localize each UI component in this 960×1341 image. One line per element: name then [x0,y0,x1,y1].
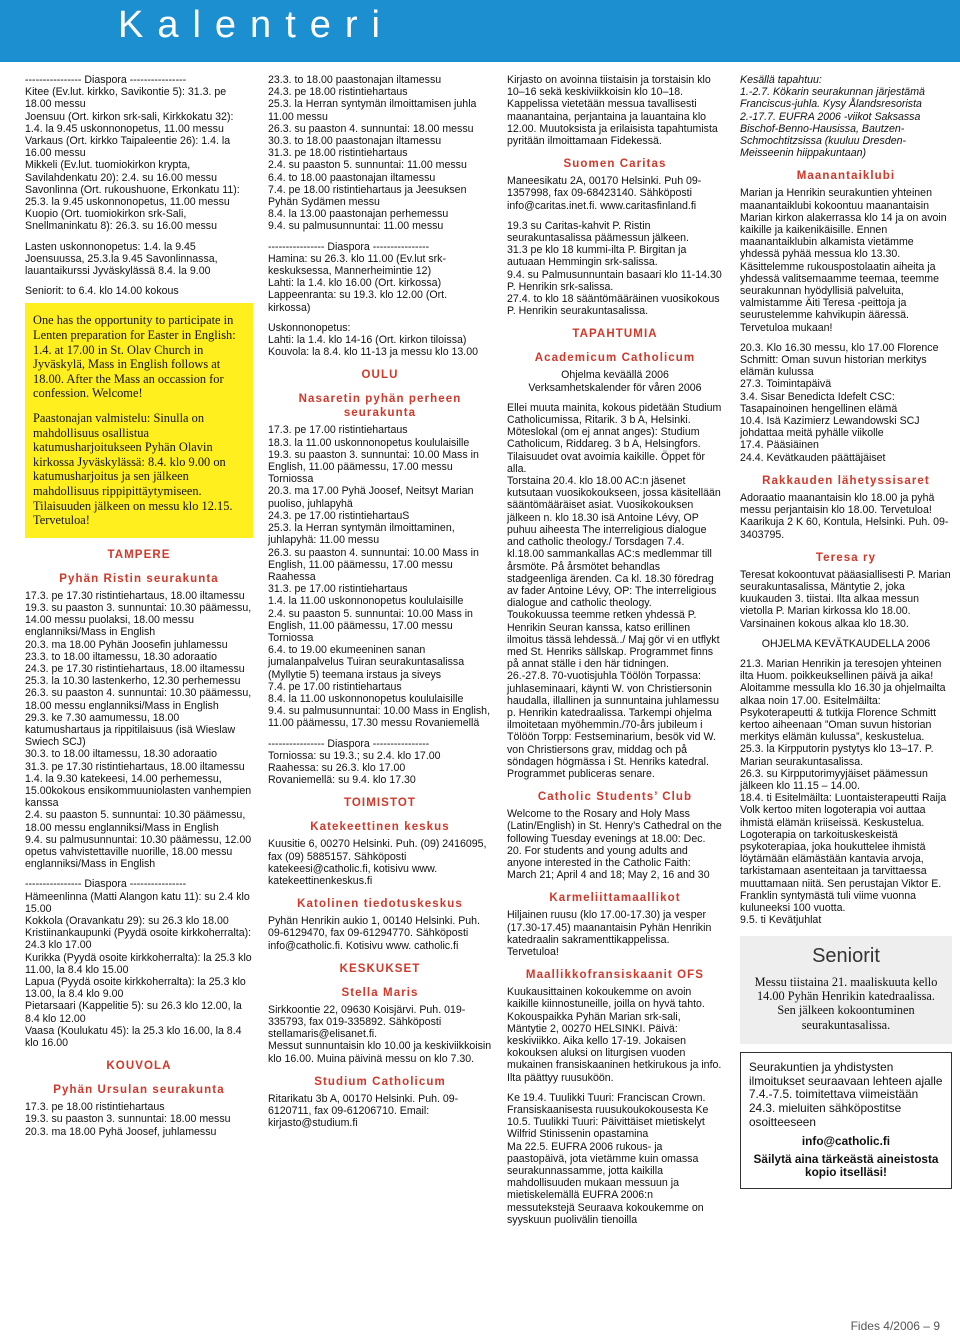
heading-toimistot: TOIMISTOT [343,797,417,810]
karmeliitta-info: Hiljainen ruusu (klo 17.00-17.30) ja vesper (17.30-17.45) maanantaisin Pyhän Henrikin katedraalin sakramenttikappelissa. Tervetuloa! [507,909,712,958]
heading-kouvola: KOUVOLA [106,1060,172,1073]
katekeettinen-info: Kuusitie 6, 00270 Helsinki. Puh. (09) 2416095, fax (09) 5885157. Sähköposti katekeesi@catholic.fi, kotisivu www. katekeettinenkeskus.fi [268,838,487,887]
heading-stella-maris: Stella Maris [341,986,419,999]
seniorit-box [740,936,952,1044]
lenten-notice-english: One has the opportunity to participate in Lenten preparation for Easter in English: 1.4. at 17.00 in St. Olav Church in Jyväskylä, Mass in English follows at 18.00. After the Mass an occassion for confession. Welcome! [33,313,236,401]
heading-students-club: Catholic Students’ Club [537,791,693,804]
teresa-program: 21.3. Marian Henrikin ja teresojen yhteinen ilta Huom. poikkeuksellinen päivä ja aika! Aloitamme messulla klo 16.30 ja ohjelmailta alkaa noin 17.00. Esitelmäilta: Psykoterapeutti & tutkija Florence Schmitt kertoo aiheenaan ”Oman suvun historian merkitys elämän kulussa”, keskustelua. 25.3. la Kirpputorin pystytys klo 13–17. P. Marian seurakuntasalissa. 26.3. su Kirpputorimyyjäiset päämessun jälkeen klo 11.15 – 14.00. 18.4. ti Esitelmäilta: Luontaisterapeutti Raija Volk kertoo miten logoterapia voi auttaa ihmistä elämän kriiseissä. Keskustelua. Logoterapia on tarkoituskeskeistä psykoterapiaa, joka houkuttelee ihmistä löytämään elämästään kantavia arvoja, tarkistamaan asenteitaan ja tarvittaessa muuttamaan niitä. Sen perustajan Viktor E. Franklin syntymästä tuli viime vuonna kuluneeksi 100 vuotta. 9.5. ti Kevätjuhlat [740,657,947,927]
lenten-notice-finnish: Paastonajan valmistelu: Sinulla on mahdollisuus osallistua katumusharjoitukseen Pyhän Olavin kirkossa Jyväskylässä: 8.4. klo 9.00 on katumusharjoitus ja sen jälkeen mahdollisuus rippipittäytymiseen. Tilaisuuden jälkeen on messu klo 12.15. Tervetuloa! [33,411,233,528]
studium-info: Ritarikatu 3b A, 00170 Helsinki. Puh. 09-6120711, fax 09-61206710. Email: kirjasto@studium.fi [268,1092,459,1130]
submission-email[interactable]: info@catholic.fi [801,1134,891,1149]
submission-notice: Seurakuntien ja yhdistysten ilmoitukset seuraavaan lehteen ajalle 7.4.-7.5. toimitettava viimeistään 24.3. mieluiten sähköpostitse osoitteeseen [749,1060,943,1129]
heading-tampere: TAMPERE [107,548,171,561]
heading-caritas: Suomen Caritas [563,158,667,171]
academicum-venue: Ellei muuta mainita, kokous pidetään Studium Catholicumissa, Ritarik. 3 b A, Helsinki. Möteslokal (om ej annat anges): Studium Catholicum, Riddareg. 3 b A, Helsingfors. Tilaisuudet ovat avoimia kaikille. Öppet för alla. [507,401,722,475]
heading-tapahtumia: TAPAHTUMIA [572,328,658,341]
diaspora-east: ---------------- Diaspora ---------------- Kitee (Ev.lut. kirkko, Savikontie 5): 31.3. pe 18.00 messu Joensuu (Ort. kirkon srk-sali, Kirkkokatu 32): 1.4. la 9.45 uskonnonopetus, 11.00 messu Varkaus (Ort. kirkko Taipaleentie 26): 1.4. la 16.00 messu Mikkeli (Ev.lut. tuomiokirkon krypta, Savilahdenkatu 20): 2.4. su 16.00 messu Savonlinna (Ort. rukoushuone, Erkonkatu 11): 25.3. la 9.45 uskonnonopetus, 11.00 messu Kuopio (Ort. tuomiokirkon srk-Sali, Snellmaninkatu 8): 26.3. su 16.00 messu [25,74,240,233]
heading-academicum: Academicum Catholicum [534,352,696,365]
caritas-info: Maneesikatu 2A, 00170 Helsinki. Puh 09-1357998, fax 09-68423140. Sähköposti info@caritas.inet.fi. www.caritasfinland.fi [507,175,702,212]
heading-katekeettinen: Katekeettinen keskus [310,821,450,834]
diaspora-kouvola: ---------------- Diaspora ---------------- Hamina: su 26.3. klo 11.00 (Ev.lut srk-keskuksessa, Mannerheimintie 12) Lahti: la 1.4. klo 16.00 (Ort. kirkossa) Lappeenranta: su 19.3. klo 12.00 (Ort. kirkossa) [268,240,448,314]
students-club-info: Welcome to the Rosary and Holy Mass (Latin/English) in St. Henry’s Cathedral on the following Tuesday evenings at 18.00: Dec. 20. For students and young adults and anyone interested in the Catholic Faith: March 21; April 4 and 18; May 2, 16 and 30 [507,808,722,882]
ofs-events: Ke 19.4. Tuulikki Tuuri: Franciscan Crown. Fransiskaanisesta ruusukoukokousesta Ke 10.5. Tuulikki Tuuri: Päivittäiset mietiskelyt Wilfrid Stinissenin opastamina Ma 22.5. EUFRA 2006 rukous- ja paastopäivä, jota vietämme kuin omassa seurakunnassamme, jotta kaikilla mahdollisuuden mukaan messuun ja mietiskelemällä EUFRA 2006:n messutekstejä Seuraava kokoukemme on syyskuun puolivälin tienoilla [507,1091,709,1226]
kouvola-schedule: 17.3. pe 18.00 ristintiehartaus 19.3. su paaston 3. sunnuntai: 18.00 messu 20.3. ma 18.00 Pyhä Joosef, juhlamessu [25,1101,231,1138]
diaspora-west: ---------------- Diaspora ---------------- Hämeenlinna (Matti Alangon katu 11): su 2.4 klo 15.00 Kokkola (Oravankatu 29): su 26.3 klo 18.00 Kristiinankaupunki (Pyydä osoite kirkkoherralta): 24.3 klo 17.00 Kurikka (Pyydä osoite kirkkoherralta): la 25.3 klo 11.00, la 8.4 klo 15.00 Lapua (Pyydä osoite kirkkoherralta): la 25.3 klo 13.00, la 8.4 klo 9.00 Pietarsaari (Kappelitie 5): su 26.3 klo 12.00, la 8.4 klo 12.00 Vaasa (Koulukatu 45): la 25.3 klo 16.00, la 8.4 klo 16.00 [25,878,252,1050]
tiedotuskeskus-info: Pyhän Henrikin aukio 1, 00140 Helsinki. Puh. 09-6129470, fax 09-61294770. Sähköposti info@catholic.fi. Kotisivu www. catholic.fi [268,915,480,952]
academicum-program-title: Ohjelma keväällä 2006 Verksamhetskalender för våren 2006 [528,369,702,394]
page-title: Kalenteri [118,4,394,46]
submission-reminder: Säilytä aina tärkeästä aineistosta kopio itselläsi! [753,1151,939,1180]
header-banner [0,0,960,62]
caritas-events: 19.3 su Caritas-kahvit P. Ristin seurakuntasalissa päämessun jälkeen. 31.3 pe klo 18 kummi-ilta P. Birgitan ja autuaan Hemmingin srk-salissa. 9.4. su Palmusunnuntain basaari klo 11-14.30 P. Henrikin srk-salissa. 27.4. to klo 18 sääntömääräinen vuosikokous P. Henrikin seurakuntasalissa. [507,219,722,318]
heading-studium: Studium Catholicum [314,1075,446,1088]
heading-rakkauden: Rakkauden lähetyssisaret [762,474,930,487]
heading-karmeliitta: Karmeliittamaallikot [549,892,681,905]
column-2 [268,74,492,1129]
heading-nasaretin: Nasaretin pyhän perheen seurakunta [298,393,462,420]
column-4 [740,74,952,1189]
stella-maris-info: Sirkkoontie 22, 09630 Koisjärvi. Puh. 019-335793, fax 019-335892. Sähköposti stellamaris@elisanet.fi. Messut sunnuntaisin klo 10.00 ja keskiviikkoisin klo 16.00. Muina päivinä messu on klo 7.30. [268,1003,492,1065]
lenten-notice-box [25,303,253,537]
heading-maanantaiklubi: Maanantaiklubi [796,170,896,183]
tampere-schedule: 17.3. pe 17.30 ristintiehartaus, 18.00 iltamessu 19.3. su paaston 3. sunnuntai: 10.30 päämessu, 14.00 messu puolaksi, 18.00 messu englanniksi/Mass in English 20.3. ma 18.00 Pyhän Joosefin juhlamessu 23.3. to 18.00 iltamessu, 18.30 adoraatio 24.3. pe 17.30 ristintiehartaus, 18.00 iltamessu 25.3. la 10.30 lastenkerho, 12.30 perhemessu 26.3. su paaston 4. sunnuntai: 10.30 päämessu, 18.00 messu englanniksi/Mass in English 29.3. ke 7.30 aamumessu, 18.00 katumushartaus ja rippitilaisuus (isä Wieslaw Swiech SCJ) 30.3. to 18.00 iltamessu, 18.30 adoraatio 31.3. pe 17.30 ristintiehartaus, 18.00 iltamessu 1.4. la 9.30 katekeesi, 14.00 perhemessu, 15.00kokous ensikommuuniolasten vanhempien kanssa 2.4. su paaston 5. sunnuntai: 10.30 päämessu, 18.00 messu englanniksi/Mass in English 9.4. su palmusunnuntai: 10.30 päämessu, 12.00 opetus vahvistettaville nuorille, 18.00 messu englanniksi/Mass in English [25,589,252,871]
heading-pyhan-ursulan: Pyhän Ursulan seurakunta [53,1084,225,1097]
diaspora-oulu: ---------------- Diaspora ---------------- Torniossa: su 19.3.; su 2.4. klo 17.00 Raahessa: su 26.3. klo 17.00 Rovaniemellä: su 9.4. klo 17.30 [268,737,441,787]
teresa-program-title: OHJELMA KEVÄTKAUDELLA 2006 [761,637,931,650]
children-religious-education: Lasten uskonnonopetus: 1.4. la 9.45 Joensuussa, 25.3.la 9.45 Savonlinnassa, lauantaikurssi Jyväskylässä 8.4. la 9.00 [25,240,218,278]
rakkauden-info: Adoraatio maanantaisin klo 18.00 ja pyhä messu perjantaisin klo 18.00. Tervetuloa! Kaarikuja 2 K 60, Kontula, Helsinki. Puh. 09-3403795. [740,491,949,541]
submission-notice-box [740,1052,952,1189]
heading-oulu: OULU [361,369,399,382]
ofs-info: Kuukausittainen kokoukemme on avoin kaikille kiinnostuneille, joilla on hyvä tahto. Kokouspaikka Pyhän Marian srk-sali, Mäntytie 2, 00270 HELSINKI. Päivä: keskiviikko. Aika kello 17-19. Jokaisen kokouksen aluksi on liturgisen vuoden mukainen fransiskaaninen hetkirukous ja info. Ilta päättyy ruusuköön. [507,986,722,1084]
column-1 [25,74,253,1138]
maanantaiklubi-schedule: 20.3. Klo 16.30 messu, klo 17.00 Florence Schmitt: Oman suvun historian merkitys elämän kulussa 27.3. Toimintapäivä 3.4. Sisar Benedicta Idefelt CSC: Tasapainoinen hengellinen elämä 10.4. Isä Kazimierz Lewandowski SCJ johdattaa meitä pyhälle viikolle 17.4. Pääsiäinen 24.4. Kevätkauden päättäjäiset [740,341,939,464]
heading-pyhan-ristin: Pyhän Ristin seurakunta [59,572,219,585]
seniorit-title: Seniorit [812,945,880,968]
studium-library-hours: Kirjasto on avoinna tiistaisin ja torstaisin klo 10–16 sekä keskiviikkoisin klo 10–18. Kappelissa vietetään messua tavallisesti maanantaina, perjantaina ja lauantaina klo 12.00. Muutoksista ja erilaisista tapahtumista pyritään ilmoittamaan Fidekessä. [507,74,718,148]
teresa-info: Teresat kokoontuvat pääasiallisesti P. Marian seurakuntasalissa, Mäntytie 2, joka kuukauden 3. tiistai. Ilta alkaa messun vietolla P. Marian kirkossa klo 18.00. Varsinainen kokous alkaa klo 18.30. [740,568,951,630]
kouvola-religious-education: Uskonnonopetus: Lahti: la 1.4. klo 14-16 (Ort. kirkon tiloissa) Kouvola: la 8.4. klo 11-13 ja messu klo 13.00 [268,321,479,359]
kouvola-schedule-continued: 23.3. to 18.00 paastonajan iltamessu 24.3. pe 18.00 ristintiehartaus 25.3. la Herran syntymän ilmoittamisen juhla 11.00 messu 26.3. su paaston 4. sunnuntai: 18.00 messu 30.3. to 18.00 paastonajan iltamessu 31.3. pe 18.00 ristintiehartaus 2.4. su paaston 5. sunnuntai: 11.00 messu 6.4. to 18.00 paastonajan iltamessu 7.4. pe 18.00 ristintiehartaus ja Jeesuksen Pyhän Sydämen messu 8.4. la 13.00 paastonajan perhemessu 9.4. su palmusunnuntai: 11.00 messu [268,74,477,233]
seniorit-text: Messu tiistaina 21. maaliskuuta kello 14.00 Pyhän Henrikin katedraalissa. Sen jälkeen kokoontuminen seurakuntasalissa. [754,974,938,1032]
heading-tiedotuskeskus: Katolinen tiedotuskeskus [297,898,463,911]
column-3 [507,74,723,1226]
seniors-meeting: Seniorit: to 6.4. klo 14.00 kokous [25,285,179,298]
heading-teresa: Teresa ry [815,551,877,564]
heading-ofs: Maallikkofransiskaanit OFS [525,969,705,982]
academicum-events: Torstaina 20.4. klo 18.00 AC:n jäsenet kutsutaan vuosikokoukseen, jossa käsitellään sääntömääräiset asiat. Vuosikokouksen jälkeen n. klo 18.30 isä Antoine Lévy, OP puhuu aiheesta The interreligious dialogue and catholic theology./ Torsdagen 7.4. kl.18.00 sammankallas AC:s medlemmar till årsmöte. På årsmötet behandlas stadgeenliga ärenden. Ca kl. 18.30 föredrag av fader Antoine Lévy, OP: The interreligious dialogue and catholic theology. Toukokuussa teemme retken yhdessä P. Henrikin Seuran kanssa, katso erillinen ilmoitus tässä lehdessä../ Maj gör vi en utflykt med St. Henriks sällskap. Programmet finns på annat ställe i den här tidningen. 26.-27.8. 70-vuotisjuhla Töölön Torpassa: juhlaseminaari, käynti W. von Christiersonin haudalla, illallinen ja sunnuntaina juhlamessu p. Henrikin katedraalissa. Tarkempi ohjelma ilmoitetaan myöhemmin./70-års jubileum i Tölöön Torpp: Festseminarium, besök vid W. von Christiersons grav, middag och på söndagen högmässa i St. Henriks katedral. Programmet publiceras senare. [507,475,721,780]
heading-keskukset: KESKUKSET [339,962,421,975]
maanantaiklubi-info: Marian ja Henrikin seurakuntien yhteinen maanantaiklubi kokoontuu maanantaisin Marian kirkon alakerrassa klo 14 ja on avoin kaikille ja kaikenikäisille. Ennen maanantaiklubin alkamista vietämme yhdessä pyhää messua klo 13.30. Käsittelemme rukouspostolaatin aiheita ja yhdessä valitsemaamme teemaa, teemme seurakunnan hyödyllisiä palveluita, valmistamme Äiti Teresa -peittoja ja seurustelemme kahvikupin ääressä. Tervetuloa mukaan! [740,187,947,334]
page-footer: Fides 4/2006 – 9 [850,1319,940,1333]
summer-events: Kesällä tapahtuu: 1.-2.7. Kökarin seurakunnan järjestämä Franciscus-juhla. Kysy Ålandsresorista 2.-17.7. EUFRA 2006 -viikot Saksassa Bischof-Benno-Hausissa, Bautzen-Schmochtitzsissa (kuuluu Dresden-Meisseenin hiippakuntaan) [740,74,925,160]
oulu-schedule: 17.3. pe 17.00 ristintiehartaus 18.3. la 11.00 uskonnonopetus koululaisille 19.3. su paaston 3. sunnuntai: 10.00 Mass in English, 11.00 päämessu, 17.00 messu Torniossa 20.3. ma 17.00 Pyhä Joosef, Neitsyt Marian puoliso, juhlapyhä 24.3. pe 17.00 ristintiehartauS 25.3. la Herran syntymän ilmoittaminen, juhlapyhä: 11.00 messu 26.3. su paaston 4. sunnuntai: 10.00 Mass in English, 11.00 päämessu, 17.00 messu Raahessa 31.3. pe 17.00 ristintiehartaus 1.4. la 11.00 uskonnonopetus koululaisille 2.4. su paaston 5. sunnuntai: 10.00 Mass in English, 11.00 päämessu, 17.00 messu Torniossa 6.4. to 19.00 ekumeeninen sanan jumalanpalvelus Tuiran seurakuntasalissa (Myllytie 5) teemana irstaus ja siveys 7.4. pe 17.00 ristintiehartaus 8.4. la 11.00 uskonnonopetus koululaisille 9.4. su palmusunnuntai: 10.00 Mass in English, 11.00 päämessu, 17.30 messu Rovaniemellä [268,424,491,730]
